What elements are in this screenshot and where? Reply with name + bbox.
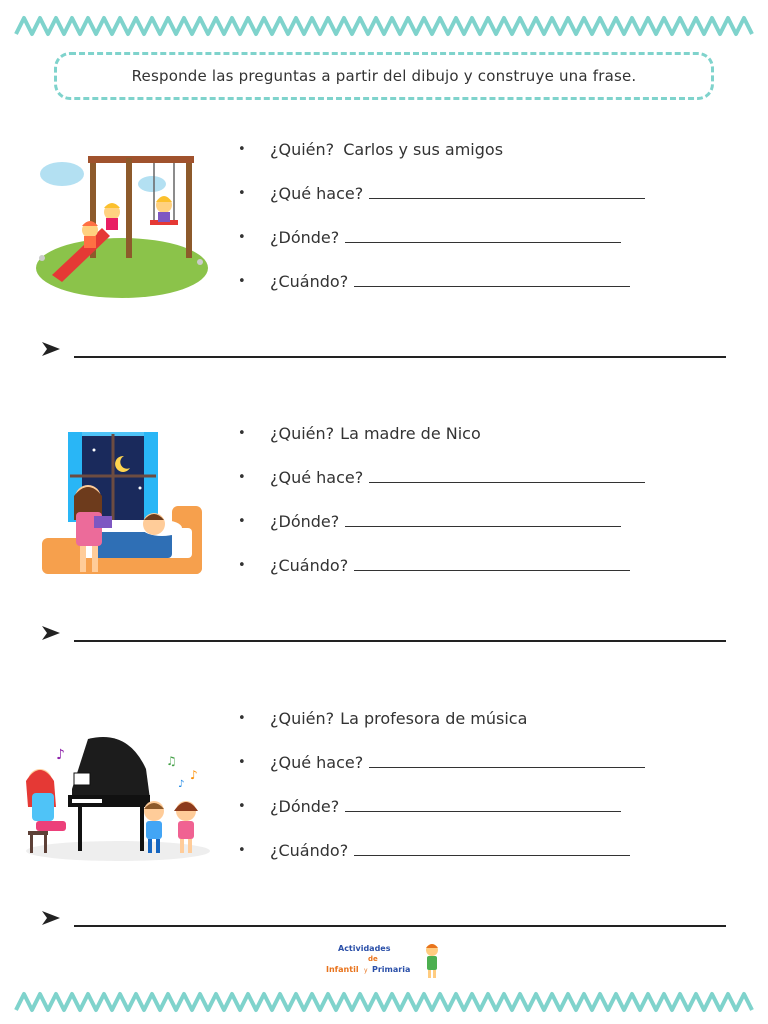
- exercise-section-1: [0, 140, 768, 380]
- question-who-answer: Carlos y sus amigos: [338, 140, 504, 159]
- bullet-point: •: [238, 142, 246, 157]
- arrow-bullet-icon: [40, 909, 62, 927]
- sentence-answer-line[interactable]: [74, 640, 726, 642]
- question-where: [238, 797, 645, 841]
- bedtime-story-illustration: [22, 428, 212, 588]
- question-when: [238, 841, 645, 885]
- exercise-section-3: [0, 709, 768, 949]
- answer-blank[interactable]: [354, 556, 630, 571]
- answer-blank[interactable]: [369, 753, 645, 768]
- answer-blank[interactable]: [369, 468, 645, 483]
- playground-illustration: [22, 150, 212, 310]
- question-when: [238, 272, 645, 316]
- question-list-2: [238, 424, 645, 600]
- question-who-answer: La madre de Nico: [340, 424, 481, 443]
- svg-text:♪: ♪: [56, 747, 65, 763]
- answer-blank[interactable]: [345, 797, 621, 812]
- question-what-label: ¿Qué hace?: [270, 753, 364, 772]
- sentence-answer-row-1: [40, 336, 730, 366]
- instruction-box: [54, 52, 714, 100]
- answer-blank[interactable]: [354, 841, 630, 856]
- sentence-answer-line[interactable]: [74, 925, 726, 927]
- instruction-text: Responde las preguntas a partir del dibujo y construye una frase.: [131, 67, 637, 85]
- logo-line2: de: [368, 955, 378, 963]
- answer-blank[interactable]: [369, 184, 645, 199]
- answer-blank[interactable]: [345, 228, 621, 243]
- svg-text:♫: ♫: [166, 754, 177, 768]
- question-what: [238, 753, 645, 797]
- question-when-label: ¿Cuándo?: [270, 272, 349, 291]
- question-who: [238, 709, 645, 753]
- brand-logo: [326, 940, 446, 980]
- bullet-point: •: [238, 274, 246, 289]
- svg-text:♪: ♪: [190, 768, 198, 782]
- sentence-answer-row-3: [40, 905, 730, 935]
- bullet-point: •: [238, 230, 246, 245]
- sentence-answer-line[interactable]: [74, 356, 726, 358]
- question-what: [238, 468, 645, 512]
- logo-line3c: Primaria: [372, 965, 411, 974]
- bullet-point: •: [238, 711, 246, 726]
- answer-blank[interactable]: [354, 272, 630, 287]
- sentence-answer-row-2: [40, 620, 730, 650]
- question-where-label: ¿Dónde?: [270, 797, 340, 816]
- exercise-section-2: [0, 424, 768, 664]
- arrow-bullet-icon: [40, 624, 62, 642]
- question-who: [238, 140, 645, 184]
- question-who-label: ¿Quién?: [270, 424, 335, 443]
- question-who-label: ¿Quién?: [270, 140, 335, 159]
- question-when: [238, 556, 645, 600]
- question-who-answer: La profesora de música: [340, 709, 528, 728]
- bullet-point: •: [238, 470, 246, 485]
- bullet-point: •: [238, 558, 246, 573]
- piano-class-illustration: [18, 729, 218, 869]
- logo-mascot-icon: [426, 944, 438, 978]
- bullet-point: •: [238, 843, 246, 858]
- question-when-label: ¿Cuándo?: [270, 556, 349, 575]
- question-what-label: ¿Qué hace?: [270, 184, 364, 203]
- bullet-point: •: [238, 799, 246, 814]
- bullet-point: •: [238, 755, 246, 770]
- bullet-point: •: [238, 426, 246, 441]
- question-what: [238, 184, 645, 228]
- bullet-point: •: [238, 186, 246, 201]
- question-where-label: ¿Dónde?: [270, 512, 340, 531]
- question-where-label: ¿Dónde?: [270, 228, 340, 247]
- question-list-1: [238, 140, 645, 316]
- logo-line3b: y: [364, 967, 368, 974]
- logo-line1: Actividades: [338, 944, 391, 953]
- bottom-zigzag-border: [0, 982, 768, 1022]
- bullet-point: •: [238, 514, 246, 529]
- question-who-label: ¿Quién?: [270, 709, 335, 728]
- svg-text:♪: ♪: [178, 779, 185, 790]
- answer-blank[interactable]: [345, 512, 621, 527]
- question-list-3: [238, 709, 645, 885]
- question-what-label: ¿Qué hace?: [270, 468, 364, 487]
- question-who: [238, 424, 645, 468]
- top-zigzag-border: [0, 6, 768, 46]
- logo-line3a: Infantil: [326, 965, 359, 974]
- arrow-bullet-icon: [40, 340, 62, 358]
- question-where: [238, 512, 645, 556]
- question-when-label: ¿Cuándo?: [270, 841, 349, 860]
- question-where: [238, 228, 645, 272]
